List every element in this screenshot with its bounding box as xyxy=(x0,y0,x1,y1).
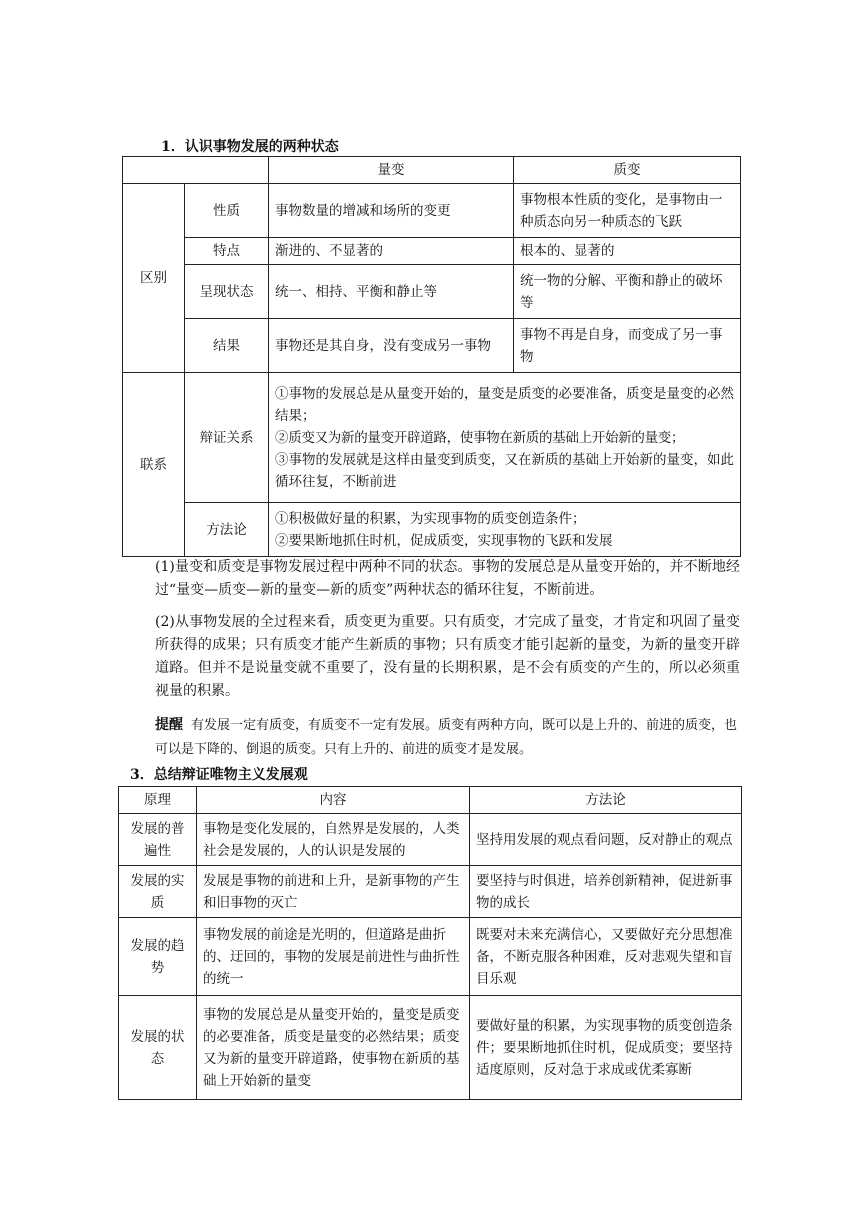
quant-qual-table xyxy=(122,156,741,557)
empty-header-cell xyxy=(123,157,269,184)
table-row xyxy=(123,373,741,503)
table-header-row xyxy=(123,157,741,184)
header-qual: 质变 xyxy=(514,157,741,184)
table-header-row xyxy=(119,787,742,814)
tip-block xyxy=(155,713,745,762)
dialectic-item: ③事物的发展就是这样由量变到质变，又在新质的基础上开始新的量变，如此循环往复，不断前进 xyxy=(275,451,734,490)
table-row xyxy=(119,918,742,996)
row-label: 结果 xyxy=(185,319,269,373)
table-row xyxy=(123,319,741,373)
quant-cell: 事物数量的增减和场所的变更 xyxy=(269,184,514,238)
table-row xyxy=(123,238,741,265)
qual-cell: 事物不再是自身，而变成了另一事物 xyxy=(514,319,741,373)
row-label: 特点 xyxy=(185,238,269,265)
header-method: 方法论 xyxy=(470,787,742,814)
tip-label: 提醒 xyxy=(155,717,183,733)
header-quant: 量变 xyxy=(269,157,514,184)
method-cell: 既要对未来充满信心，又要做好充分思想准备，不断克服各种困难，反对悲观失望和盲目乐观 xyxy=(470,918,742,996)
development-view-table xyxy=(118,786,742,1100)
header-principle: 原理 xyxy=(119,787,197,814)
quant-cell: 事物还是其自身，没有变成另一事物 xyxy=(269,319,514,373)
note-paragraph-1: (1)量变和质变是事物发展过程中两种不同的状态。事物的发展总是从量变开始的，并不断地经过“量变—质变—新的量变—新的质变”两种状态的循环往复，不断前进。 xyxy=(155,559,740,598)
table-row xyxy=(119,814,742,866)
row-label: 性质 xyxy=(185,184,269,238)
principle-cell: 发展的普遍性 xyxy=(119,814,197,866)
quant-cell: 统一、相持、平衡和静止等 xyxy=(269,265,514,319)
method-content xyxy=(269,503,741,557)
qual-cell: 统一物的分解、平衡和静止的破坏等 xyxy=(514,265,741,319)
link-label: 联系 xyxy=(123,373,185,557)
header-content: 内容 xyxy=(197,787,470,814)
table-row xyxy=(123,265,741,319)
method-cell: 要做好量的积累，为实现事物的质变创造条件；要果断地抓住时机，促成质变；要坚持适度原则，反对急于求成或优柔寡断 xyxy=(470,996,742,1100)
section3-title: 3．总结辩证唯物主义发展观 xyxy=(130,767,308,783)
table-row xyxy=(119,866,742,918)
principle-cell: 发展的实质 xyxy=(119,866,197,918)
method-item: ①积极做好量的积累，为实现事物的质变创造条件； xyxy=(275,510,586,527)
section1-title: 1．认识事物发展的两种状态 xyxy=(161,139,339,155)
table-row xyxy=(119,996,742,1100)
content-cell: 事物的发展总是从量变开始的，量变是质变的必要准备，质变是量变的必然结果；质变又为新的量变开辟道路，使事物在新质的基础上开始新的量变 xyxy=(197,996,470,1100)
tip-text: 有发展一定有质变，有质变不一定有发展。质变有两种方向，既可以是上升的、前进的质变，也可以是下降的、倒退的质变。只有上升的、前进的质变才是发展。 xyxy=(155,718,738,757)
dialectic-content xyxy=(269,373,741,503)
content-cell: 发展是事物的前进和上升，是新事物的产生和旧事物的灭亡 xyxy=(197,866,470,918)
principle-cell: 发展的状态 xyxy=(119,996,197,1100)
row-label: 呈现状态 xyxy=(185,265,269,319)
dialectic-label: 辩证关系 xyxy=(185,373,269,503)
qual-cell: 根本的、显著的 xyxy=(514,238,741,265)
dialectic-item: ②质变又为新的量变开辟道路，使事物在新质的基础上开始新的量变； xyxy=(275,429,685,446)
table-row xyxy=(123,184,741,238)
method-cell: 坚持用发展的观点看问题，反对静止的观点 xyxy=(470,814,742,866)
content-cell: 事物发展的前途是光明的，但道路是曲折的、迂回的，事物的发展是前进性与曲折性的统一 xyxy=(197,918,470,996)
quant-cell: 渐进的、不显著的 xyxy=(269,238,514,265)
note-paragraph-2: (2)从事物发展的全过程来看，质变更为重要。只有质变，才完成了量变，才肯定和巩固了量变所获得的成果；只有质变才能产生新质的事物；只有质变才能引起新的量变，为新的量变开辟道路。但并不是说量变就不重要了，没有量的长期积累，是不会有质变的产生的，所以必须重视量的积累。 xyxy=(155,614,740,699)
table-row xyxy=(123,503,741,557)
dialectic-item: ①事物的发展总是从量变开始的，量变是质变的必要准备，质变是量变的必然结果； xyxy=(275,385,734,424)
method-label: 方法论 xyxy=(185,503,269,557)
method-item: ②要果断地抓住时机，促成质变，实现事物的飞跃和发展 xyxy=(275,532,613,549)
method-cell: 要坚持与时俱进，培养创新精神，促进新事物的成长 xyxy=(470,866,742,918)
qual-cell: 事物根本性质的变化，是事物由一种质态向另一种质态的飞跃 xyxy=(514,184,741,238)
principle-cell: 发展的趋势 xyxy=(119,918,197,996)
diff-label: 区别 xyxy=(123,184,185,373)
content-cell: 事物是变化发展的，自然界是发展的，人类社会是发展的，人的认识是发展的 xyxy=(197,814,470,866)
